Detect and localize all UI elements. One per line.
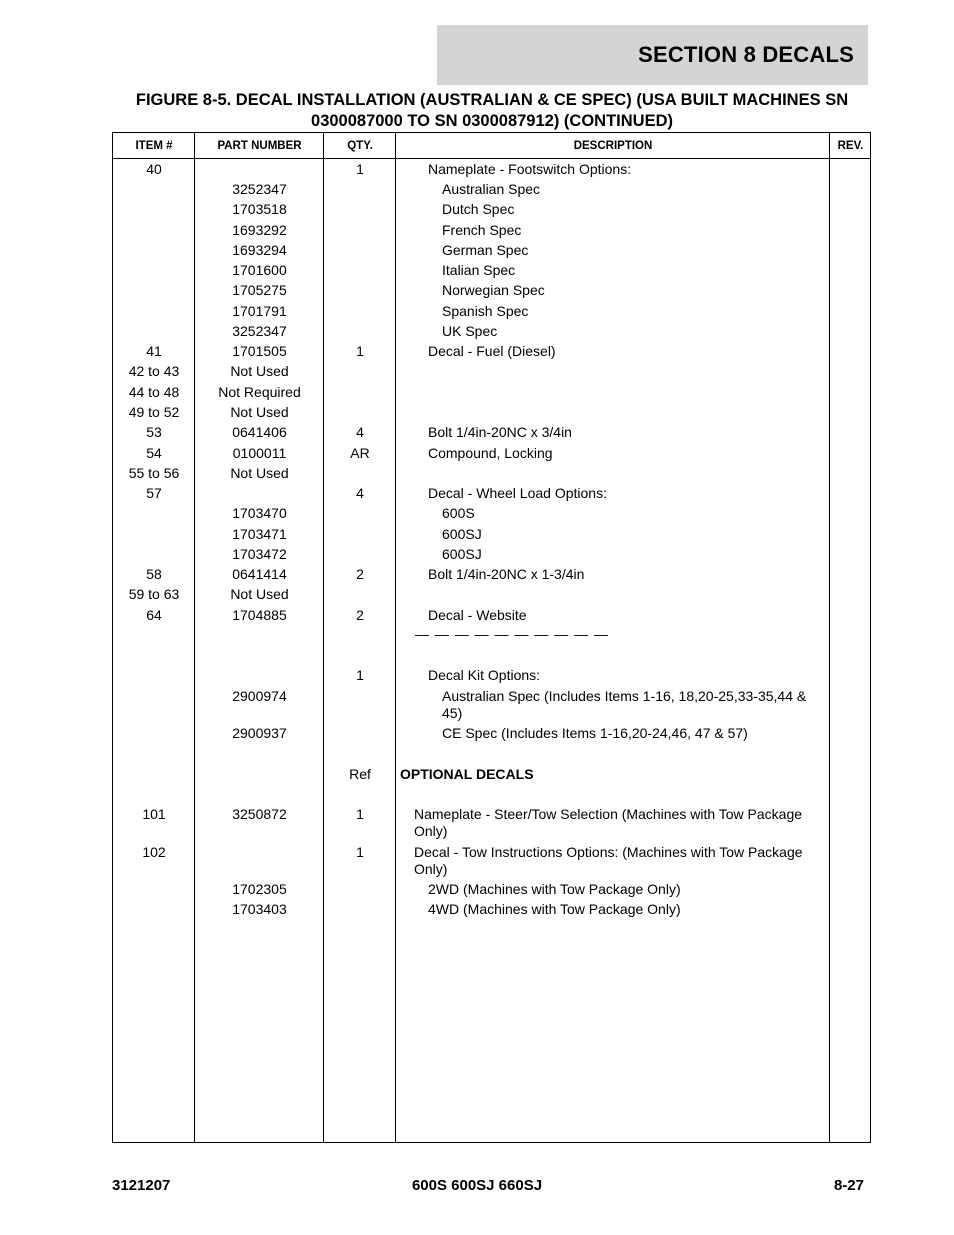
quantity: 1: [356, 844, 364, 860]
parts-table: [112, 132, 871, 1143]
description: [396, 688, 830, 722]
description: [396, 505, 830, 522]
part-number: Not Used: [230, 465, 289, 481]
description-text: Spanish Spec: [442, 303, 529, 319]
figure-title: FIGURE 8-5. DECAL INSTALLATION (AUSTRALIAN & CE SPEC) (USA BUILT MACHINES SN 0300087000 TO SN 0300087912) (CONTINUED): [135, 91, 849, 130]
part-number: Not Used: [230, 404, 289, 420]
part-number: 1701791: [232, 303, 287, 319]
part-number: 1693292: [232, 222, 287, 238]
part-number: 2900974: [232, 688, 287, 704]
part-number: 1703471: [232, 526, 287, 542]
quantity: Ref: [349, 766, 371, 782]
description: [396, 181, 830, 198]
part-number: 0641406: [232, 424, 287, 440]
description-text: 600SJ: [442, 526, 482, 542]
description-text: Compound, Locking: [428, 445, 553, 461]
item-number: 64: [146, 607, 162, 623]
part-number: 1703403: [232, 901, 287, 917]
header-qty: QTY.: [347, 139, 373, 152]
footer-models: 600S 600SJ 660SJ: [411, 1177, 543, 1194]
description: [396, 161, 830, 178]
item-number: 44 to 48: [128, 384, 180, 400]
description: [396, 242, 830, 259]
description-text: Italian Spec: [442, 262, 516, 278]
description: [396, 485, 830, 502]
description-text: Bolt 1/4in-20NC x 3/4in: [428, 424, 572, 440]
description-text: Australian Spec (Includes Items 1-16, 18,20-25,33-35,44 & 45): [442, 688, 807, 721]
header-part-number: PART NUMBER: [217, 139, 302, 152]
description-text: 600S: [442, 505, 475, 521]
description: [396, 526, 830, 543]
description: [396, 725, 830, 742]
item-number: 49 to 52: [128, 404, 180, 420]
item-number: 54: [146, 445, 162, 461]
part-number: 0100011: [232, 445, 287, 461]
description: [396, 607, 830, 624]
part-number: 1701600: [232, 262, 287, 278]
description-text: German Spec: [442, 242, 529, 258]
description: [396, 806, 830, 840]
item-number: 40: [146, 161, 162, 177]
description-text: French Spec: [442, 222, 522, 238]
quantity: 1: [356, 667, 364, 683]
item-number: 53: [146, 424, 162, 440]
description: [396, 766, 830, 783]
item-number: 42 to 43: [128, 363, 180, 379]
description: [396, 303, 830, 320]
description-text: 600SJ: [442, 546, 482, 562]
section-title: SECTION 8 DECALS: [638, 42, 854, 67]
part-number: 1703472: [232, 546, 287, 562]
description: [396, 546, 830, 563]
part-number: 1704885: [232, 607, 287, 623]
description-text: Decal - Wheel Load Options:: [428, 485, 607, 501]
description: [396, 566, 830, 583]
part-number: 1693294: [232, 242, 287, 258]
part-number: 1701505: [232, 343, 287, 359]
quantity: 1: [356, 806, 364, 822]
part-number: Not Used: [230, 363, 289, 379]
part-number: 3252347: [232, 181, 287, 197]
description: [396, 222, 830, 239]
quantity: 4: [356, 485, 364, 501]
part-number: 1705275: [232, 282, 287, 298]
description-text: Nameplate - Footswitch Options:: [428, 161, 632, 177]
item-number: 57: [146, 485, 162, 501]
separator-line: — — — — — — — — — —: [415, 626, 610, 642]
item-number: 59 to 63: [128, 586, 180, 602]
description-text: Australian Spec: [442, 181, 541, 197]
item-number: 102: [142, 844, 166, 860]
description: [396, 323, 830, 340]
description-text: Nameplate - Steer/Tow Selection (Machines with Tow Package Only): [414, 806, 803, 839]
description-text: Dutch Spec: [442, 201, 515, 217]
part-number: 3250872: [232, 806, 287, 822]
description: [396, 262, 830, 279]
item-number: 55 to 56: [128, 465, 180, 481]
description: [396, 201, 830, 218]
description-text: Norwegian Spec: [442, 282, 545, 298]
part-number: 0641414: [232, 566, 287, 582]
description-text: Decal Kit Options:: [428, 667, 541, 683]
header-divider: [113, 158, 870, 159]
description: [396, 282, 830, 299]
description: [396, 343, 830, 360]
quantity: AR: [350, 445, 370, 461]
quantity: 2: [356, 566, 364, 582]
description: [396, 424, 830, 441]
description-text: 4WD (Machines with Tow Package Only): [428, 901, 681, 917]
footer-doc-number: 3121207: [112, 1177, 171, 1194]
description: [396, 901, 830, 918]
part-number: 1702305: [232, 881, 287, 897]
description-text: UK Spec: [442, 323, 498, 339]
description-text: CE Spec (Includes Items 1-16,20-24,46, 47 & 57): [442, 725, 748, 741]
quantity: 4: [356, 424, 364, 440]
description: [396, 445, 830, 462]
quantity: 1: [356, 161, 364, 177]
description-text: Decal - Tow Instructions Options: (Machines with Tow Package Only): [414, 844, 803, 877]
description: [396, 844, 830, 878]
description-text: OPTIONAL DECALS: [400, 766, 534, 782]
description-text: 2WD (Machines with Tow Package Only): [428, 881, 681, 897]
part-number: 2900937: [232, 725, 287, 741]
section-header: [437, 25, 868, 85]
header-description: DESCRIPTION: [573, 139, 653, 152]
part-number: Not Required: [218, 384, 301, 400]
footer-page-number: 8-27: [833, 1177, 864, 1194]
header-rev: REV.: [837, 139, 864, 152]
item-number: 58: [146, 566, 162, 582]
header-item: ITEM #: [135, 139, 173, 152]
quantity: 2: [356, 607, 364, 623]
description-text: Bolt 1/4in-20NC x 1-3/4in: [428, 566, 585, 582]
part-number: Not Used: [230, 586, 289, 602]
description-text: Decal - Website: [428, 607, 527, 623]
quantity: 1: [356, 343, 364, 359]
part-number: 1703518: [232, 201, 287, 217]
part-number: 1703470: [232, 505, 287, 521]
item-number: 41: [146, 343, 162, 359]
part-number: 3252347: [232, 323, 287, 339]
description: [396, 881, 830, 898]
description: [396, 667, 830, 684]
item-number: 101: [142, 806, 166, 822]
description-text: Decal - Fuel (Diesel): [428, 343, 556, 359]
